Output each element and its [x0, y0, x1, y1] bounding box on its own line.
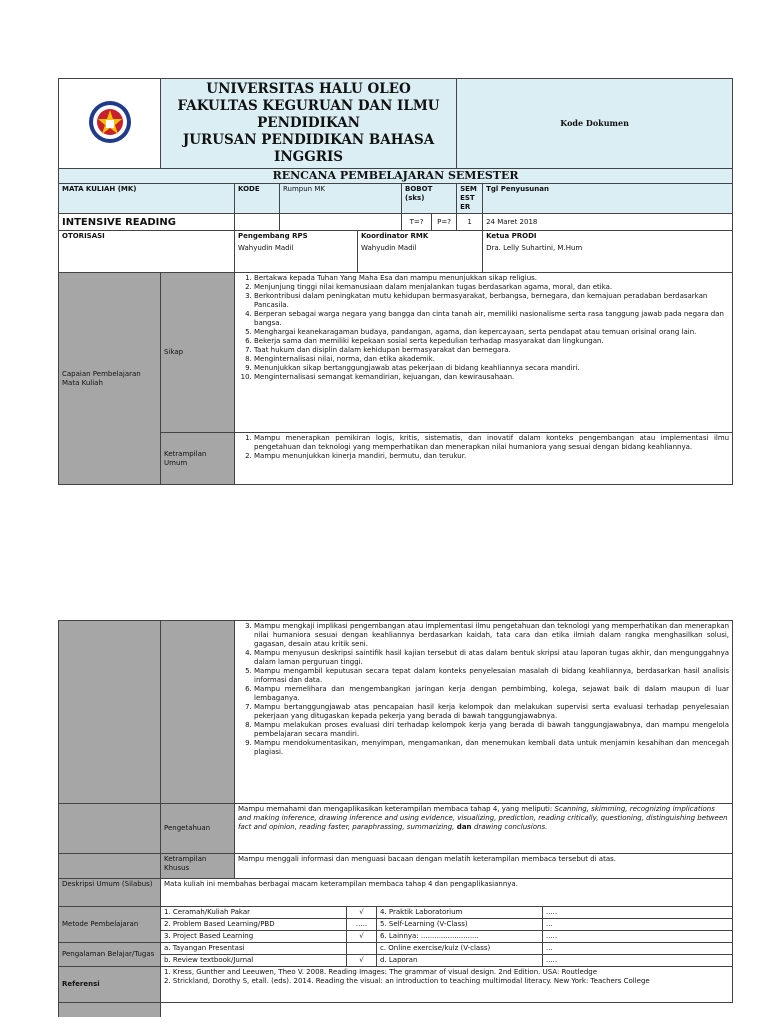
logo-cell [59, 79, 161, 169]
department-name: JURUSAN PENDIDIKAN BAHASA INGGRIS [182, 132, 435, 165]
referensi-item-1: 1. Kress, Gunther and Leeuwen, Theo V. 2008. Reading Images: The grammar of visual design. 2nd Edition. USA: Routledge [164, 968, 598, 976]
metode-row-3-a-mark: √ [347, 931, 377, 943]
pengalaman-row-2-b: d. Laporan [377, 955, 543, 967]
mk-label: MATA KULIAH (MK) [59, 184, 235, 214]
ku-item-cont-1: 3. Mampu mengkaji implikasi pengembangan atau implementasi ilmu pengetahuan dan teknologi yang memperhatikan dan menerapkan nilai humaniora sesuai dengan keahliannya berdasarkan kaidah, tata cara dan etika ilmiah dalam rangka menghasilkan solusi, gagasan, desain atau kritik seni. [254, 622, 729, 649]
cpl-continued-label-3 [59, 854, 161, 879]
otorisasi-label: OTORISASI [59, 231, 235, 273]
sikap-item-1: 1. Bertakwa kepada Tuhan Yang Maha Esa dan mampu menunjukkan sikap religius. [254, 274, 729, 283]
referensi-cell [161, 967, 733, 1003]
metode-row-2-b-mark: ... [543, 919, 733, 931]
developer-cell [235, 231, 358, 273]
cpl-continued-label [59, 621, 161, 804]
ku-cell [235, 433, 733, 485]
ku-continued-label [161, 621, 235, 804]
head-cell [483, 231, 733, 273]
ku-item-cont-5: 7. Mampu bertanggungjawab atas pencapaian hasil kerja kelompok dan melakukan supervisi serta evaluasi terhadap penyelesaian pekerjaan yang ditugaskan kepada pekerja yang berada di bawah tanggungjawabnya. [254, 703, 729, 721]
coordinator-label: Koordinator RMK [361, 232, 429, 240]
coordinator-name: Wahyudin Madil [361, 244, 417, 252]
next-row-label [59, 1003, 161, 1017]
bobot-p: P=? [432, 214, 457, 231]
pengetahuan-cell [235, 804, 733, 854]
university-name: UNIVERSITAS HALU OLEO [206, 81, 411, 97]
ku-list-part1 [238, 434, 729, 461]
kk-text: Mampu menggali informasi dan menguasi bacaan dengan melatih keterampilan membaca tersebut di atas. [235, 854, 733, 879]
metode-row-1-b-mark: ..... [543, 907, 733, 919]
cpl-continued-label-2 [59, 804, 161, 854]
document-title: RENCANA PEMBELAJARAN SEMESTER [59, 169, 733, 184]
semester-label: SEMEST ER [457, 184, 483, 214]
sikap-item-6: 6. Bekerja sama dan memiliki kepekaan sosial serta kepedulian terhadap masyarakat dan lingkungan. [254, 337, 729, 346]
referensi-label: Referensi [59, 967, 161, 1003]
ku-item-cont-4: 6. Mampu memelihara dan mengembangkan jaringan kerja dengan pembimbing, kolega, sejawat baik di dalam maupun di luar lembaganya. [254, 685, 729, 703]
pengetahuan-label: Pengetahuan [161, 804, 235, 854]
ku-cell-cont [235, 621, 733, 804]
kk-label: Ketrampilan Khusus [161, 854, 235, 879]
next-row-blank [161, 1003, 733, 1017]
ku-list-part2 [238, 622, 729, 757]
metode-row-1-b: 4. Praktik Laboratorium [377, 907, 543, 919]
ku-item-cont-3: 5. Mampu mengambil keputusan secara tepat dalam konteks penyelesaian masalah di bidang keahliannya, berdasarkan hasil analisis informasi dan data. [254, 667, 729, 685]
pengalaman-row-1-b-mark: ... [543, 943, 733, 955]
metode-row-3-b-mark: ..... [543, 931, 733, 943]
deskripsi-label: Deskripsi Umum (Silabus) [59, 879, 161, 907]
ku-label: Ketrampilan Umum [161, 433, 235, 485]
sikap-item-10: 10. Menginternalisasi semangat kemandirian, kejuangan, dan kewirausahaan. [254, 373, 729, 382]
coordinator-cell [358, 231, 483, 273]
metode-row-3-b: 6. Lainnya: .......................... [377, 931, 543, 943]
metode-row-1-a-mark: √ [347, 907, 377, 919]
pengalaman-row-2-a: b. Review textbook/Jurnal [161, 955, 347, 967]
pengetahuan-text-a: Mampu memahami dan mengaplikasikan keterampilan membaca tahap 4, yang meliputi: [238, 805, 555, 813]
head-label: Ketua PRODI [486, 232, 537, 240]
metode-row-2-a-mark: ..... [347, 919, 377, 931]
pengalaman-row-1-a-mark [347, 943, 377, 955]
bobot-t: T=? [402, 214, 432, 231]
sikap-item-3: 3. Berkontribusi dalam peningkatan mutu kehidupan bermasyarakat, berbangsa, bernegara, dan kemajuan peradaban berdasarkan Pancasila. [254, 292, 729, 310]
sikap-label: Sikap [161, 273, 235, 433]
pengetahuan-text-c: dan [454, 823, 474, 831]
referensi-item-2: 2. Strickland, Dorothy S, etall. (eds). 2014. Reading the visual: an introduction to teaching multimodal literacy. New York: Teachers College [164, 977, 650, 985]
metode-label: Metode Pembelajaran [59, 907, 161, 943]
pengalaman-label: Pengalaman Belajar/Tugas [59, 943, 161, 967]
date-value: 24 Maret 2018 [483, 214, 733, 231]
pengalaman-row-2-a-mark: √ [347, 955, 377, 967]
sikap-item-9: 9. Menunjukkan sikap bertanggungjawab atas pekerjaan di bidang keahliannya secara mandiri. [254, 364, 729, 373]
university-logo [88, 100, 132, 144]
sikap-item-8: 8. Menginternalisasi nilai, norma, dan etika akademik. [254, 355, 729, 364]
metode-row-2-a: 2. Problem Based Learning/PBD [161, 919, 347, 931]
metode-row-3-a: 3. Project Based Learning [161, 931, 347, 943]
ku-item-cont-7: 9. Mampu mendokumentasikan, menyimpan, mengamankan, dan menemukan kembali data untuk menjamin kesahihan dan mencegah plagiasi. [254, 739, 729, 757]
course-name: INTENSIVE READING [59, 214, 235, 231]
ku-item-2: 2. Mampu menunjukkan kinerja mandiri, bermutu, dan terukur. [254, 452, 729, 461]
metode-row-2-b: 5. Self-Learning (V-Class) [377, 919, 543, 931]
sikap-cell [235, 273, 733, 433]
sikap-item-7: 7. Taat hukum dan disiplin dalam kehidupan bermasyarakat dan bernegara. [254, 346, 729, 355]
semester-value: 1 [457, 214, 483, 231]
deskripsi-text: Mata kuliah ini membahas berbagai macam keterampilan membaca tahap 4 dan pengaplikasiannya. [161, 879, 733, 907]
bobot-label: BOBOT (sks) [402, 184, 457, 214]
sikap-item-5: 5. Menghargai keanekaragaman budaya, pandangan, agama, dan kepercayaan, serta pendapat atau temuan orisinal orang lain. [254, 328, 729, 337]
metode-row-1-a: 1. Ceramah/Kuliah Pakar [161, 907, 347, 919]
ku-item-1: 1. Mampu menerapkan pemikiran logis, kritis, sistematis, dan inovatif dalam konteks pengembangan atau implementasi ilmu pengetahuan dan teknologi yang memperhatikan dan menerapkan nilai humaniora yang sesuai dengan bidang keahliannya. [254, 434, 729, 452]
pengetahuan-text-d: drawing conclusions. [473, 823, 548, 831]
rps-table-top [58, 78, 733, 485]
ku-item-cont-6: 8. Mampu melakukan proses evaluasi diri terhadap kelompok kerja yang berada di bawah tanggungjawabnya, dan mampu mengelola pembelajaran secara mandiri. [254, 721, 729, 739]
tgl-label: Tgl Penyusunan [483, 184, 733, 214]
sikap-item-4: 4. Berperan sebagai warga negara yang bangga dan cinta tanah air, memiliki nasionalisme serta rasa tanggung jawab pada negara dan bangsa. [254, 310, 729, 328]
pengetahuan-text-b: Scanning, skimming, recognizing implications and making inference, drawing inference and using evidence, visualizing, prediction, reading critically, questioning, distinguishing between fact and opinion, reading faster, paraphrassing, summarizing, [238, 805, 728, 831]
header-title-cell [161, 79, 457, 169]
pengalaman-row-2-b-mark: ..... [543, 955, 733, 967]
cpl-label: Capaian Pembelajaran Mata Kuliah [59, 273, 161, 485]
ku-item-cont-2: 4. Mampu menyusun deskripsi saintifik hasil kajian tersebut di atas dalam bentuk skripsi atau laporan tugas akhir, dan mengunggahnya dalam laman perguruan tinggi. [254, 649, 729, 667]
pengalaman-row-1-b: c. Online exercise/kuiz (V-class) [377, 943, 543, 955]
developer-label: Pengembang RPS [238, 232, 308, 240]
faculty-name: FAKULTAS KEGURUAN DAN ILMU PENDIDIKAN [177, 98, 440, 131]
kode-label: KODE [235, 184, 280, 214]
sikap-list [238, 274, 729, 382]
doc-code-label: Kode Dokumen [457, 79, 733, 169]
developer-name: Wahyudin Madil [238, 244, 294, 252]
sikap-item-2: 2. Menjunjung tinggi nilai kemanusiaan dalam menjalankan tugas berdasarkan agama, moral, dan etika. [254, 283, 729, 292]
rps-table-bottom [58, 620, 733, 1017]
kode-value [235, 214, 280, 231]
head-name: Dra. Lelly Suhartini, M.Hum [486, 244, 583, 252]
rumpun-value [280, 214, 402, 231]
pengalaman-row-1-a: a. Tayangan Presentasi [161, 943, 347, 955]
rumpun-label: Rumpun MK [280, 184, 402, 214]
